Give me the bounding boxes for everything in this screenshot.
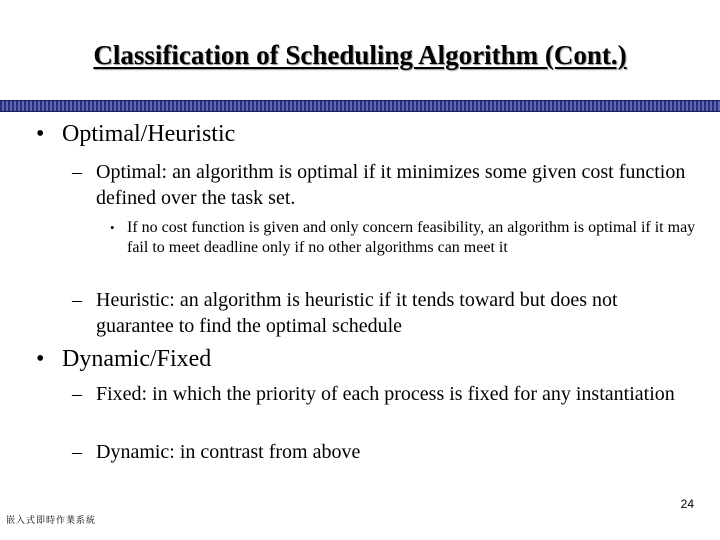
slide-title: Classification of Scheduling Algorithm (Cont.) bbox=[93, 40, 627, 70]
dash-marker: – bbox=[72, 161, 82, 183]
bullet-text: Dynamic/Fixed bbox=[62, 346, 212, 372]
detail-text: If no cost function is given and only concern feasibility, an algorithm is optimal if it may fail to meet deadline only if no other algorithms can meet it bbox=[127, 219, 696, 256]
subitem-text: Dynamic: in contrast from above bbox=[96, 441, 361, 463]
bullet-marker: • bbox=[36, 121, 45, 147]
dash-marker: – bbox=[72, 383, 82, 405]
subitem-text: Optimal: an algorithm is optimal if it minimizes some given cost function defined over the task set. bbox=[96, 161, 686, 209]
bullet-marker: • bbox=[36, 346, 45, 372]
dash-marker: – bbox=[72, 289, 82, 311]
subitem-text: Fixed: in which the priority of each process is fixed for any instantiation bbox=[96, 383, 675, 405]
subitem-text: Heuristic: an algorithm is heuristic if it tends toward but does not guarantee to find the optimal schedule bbox=[96, 289, 618, 337]
small-bullet-marker: • bbox=[110, 220, 115, 235]
page-number: 24 bbox=[680, 497, 694, 511]
dash-marker: – bbox=[72, 441, 82, 463]
footer-course-label: 嵌入式即時作業系統 bbox=[6, 516, 97, 526]
bullet-text: Optimal/Heuristic bbox=[62, 121, 236, 147]
title-divider-bar bbox=[0, 100, 720, 112]
